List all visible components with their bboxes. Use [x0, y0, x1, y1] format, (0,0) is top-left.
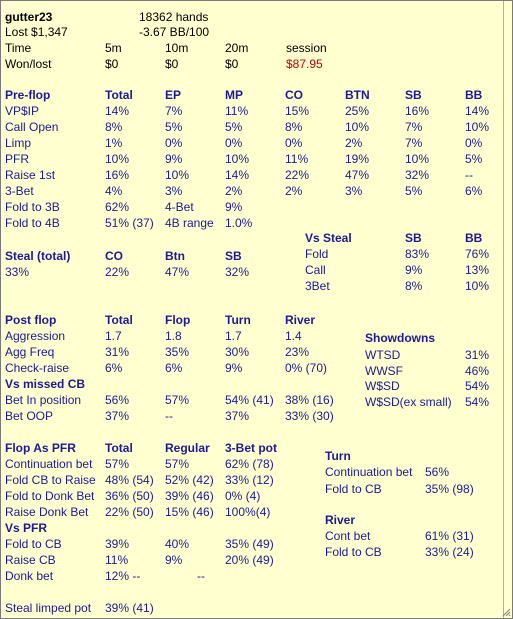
- stat-label: WWSF: [365, 364, 403, 378]
- steal-total-value: 33%: [5, 265, 30, 279]
- 4b-range-label: 4B range: [165, 216, 214, 230]
- stat-value: 5%: [165, 120, 183, 134]
- wonlost-session: $87.95: [286, 57, 323, 71]
- stat-value: 46%: [465, 364, 490, 378]
- fold-to-4b-label: Fold to 4B: [5, 216, 60, 230]
- stat-value: 35%: [165, 345, 190, 359]
- stat-value: 15% (46): [165, 505, 214, 519]
- steal-co-value: 22%: [105, 265, 130, 279]
- stat-value: 32%: [405, 168, 430, 182]
- stat-label: Fold: [305, 247, 329, 261]
- preflop-col-ep: EP: [165, 88, 182, 102]
- stat-value: 0% (4): [225, 489, 261, 503]
- stat-value: 57%: [165, 393, 190, 407]
- stat-label: Aggression: [5, 329, 66, 343]
- 4bet-label: 4-Bet: [165, 200, 194, 214]
- stat-value: 5%: [405, 184, 423, 198]
- stat-value: 31%: [465, 348, 490, 362]
- stat-value: 0%: [465, 136, 483, 150]
- stat-value: 14%: [225, 168, 250, 182]
- vs-steal-title: Vs Steal: [305, 231, 352, 245]
- stat-label: Fold to CB: [325, 545, 382, 559]
- stat-value: 1%: [105, 136, 123, 150]
- stat-value: 4%: [105, 184, 123, 198]
- period-20m: 20m: [225, 41, 249, 55]
- 4b-range-value: 1.0%: [225, 216, 253, 230]
- stat-label: Call Open: [5, 120, 59, 134]
- stat-value: 56%: [105, 393, 130, 407]
- stat-value: 38% (16): [285, 393, 334, 407]
- stat-value: 33% (12): [225, 473, 274, 487]
- stat-label: Fold CB to Raise: [5, 473, 96, 487]
- steal-col-sb: SB: [225, 249, 242, 263]
- stat-value: 7%: [165, 104, 183, 118]
- stat-value: 2%: [345, 136, 363, 150]
- stat-value: 0%: [285, 136, 303, 150]
- preflop-col-sb: SB: [405, 88, 422, 102]
- stat-value: 10%: [465, 120, 490, 134]
- time-label: Time: [5, 41, 32, 55]
- vs-steal-col-sb: SB: [405, 231, 422, 245]
- hands-count: 18362 hands: [139, 10, 209, 24]
- stat-value: 0%: [165, 136, 183, 150]
- stat-value: 2%: [225, 184, 243, 198]
- flop-pfr-col-regular: Regular: [165, 441, 210, 455]
- stat-value: 6%: [165, 361, 183, 375]
- stat-value: 6%: [465, 184, 483, 198]
- vs-pfr-title: Vs PFR: [5, 521, 48, 535]
- stat-label: Fold to CB: [325, 482, 382, 496]
- fold-to-3b-label: Fold to 3B: [5, 200, 60, 214]
- stat-value: 22%: [285, 168, 310, 182]
- period-5m: 5m: [105, 41, 122, 55]
- period-10m: 10m: [165, 41, 189, 55]
- steal-limped-pot-value: 39% (41): [105, 601, 154, 615]
- fold-to-3b-value: 62%: [105, 200, 130, 214]
- stat-value: 39% (46): [165, 489, 214, 503]
- stat-value: 10%: [465, 279, 490, 293]
- stat-label: Fold to Donk Bet: [5, 489, 95, 503]
- stat-value: 7%: [405, 136, 423, 150]
- steal-btn-value: 47%: [165, 265, 190, 279]
- stat-value: 61% (31): [425, 529, 474, 543]
- stat-value: 19%: [345, 152, 370, 166]
- bb100-rate: -3.67 BB/100: [139, 25, 210, 39]
- stat-label: Limp: [5, 136, 32, 150]
- stat-label: Raise 1st: [5, 168, 56, 182]
- stat-value: 83%: [405, 247, 430, 261]
- stat-label: 3-Bet: [5, 184, 34, 198]
- preflop-col-total: Total: [105, 88, 133, 102]
- stat-label: Fold to CB: [5, 537, 62, 551]
- stat-value: 37%: [225, 409, 250, 423]
- stat-value: 39%: [105, 537, 130, 551]
- stat-value: 30%: [225, 345, 250, 359]
- stat-value: 35% (98): [425, 482, 474, 496]
- stat-value: 62% (78): [225, 457, 274, 471]
- river-title: River: [325, 513, 356, 527]
- stat-value: 14%: [465, 104, 490, 118]
- stat-value: 0%: [225, 136, 243, 150]
- preflop-col-btn: BTN: [345, 88, 370, 102]
- steal-title: Steal (total): [5, 249, 71, 263]
- flop-pfr-title: Flop As PFR: [5, 441, 76, 455]
- stat-label: Continuation bet: [5, 457, 93, 471]
- stat-label: VP$IP: [5, 104, 40, 118]
- period-session: session: [286, 41, 327, 55]
- stat-value: 10%: [165, 168, 190, 182]
- stat-value: 25%: [345, 104, 370, 118]
- lost-amount: Lost $1,347: [5, 25, 68, 39]
- preflop-col-co: CO: [285, 88, 303, 102]
- stat-value: 56%: [425, 465, 450, 479]
- stat-value: 1.4: [285, 329, 302, 343]
- stat-value: 100%(4): [225, 505, 271, 519]
- stat-value: 5%: [225, 120, 243, 134]
- stat-value: 12% --: [105, 569, 141, 583]
- stat-value: 16%: [405, 104, 430, 118]
- stat-value: 9%: [165, 553, 183, 567]
- scrollbar[interactable]: [503, 1, 512, 618]
- stat-label: W$SD(ex small): [365, 395, 452, 409]
- stat-label: Bet In position: [5, 393, 82, 407]
- preflop-title: Pre-flop: [5, 88, 51, 102]
- stat-value: 16%: [105, 168, 130, 182]
- stat-value: 1.8: [165, 329, 182, 343]
- stat-value: 0% (70): [285, 361, 328, 375]
- stat-value: 11%: [285, 152, 309, 166]
- stat-value: 54%: [465, 379, 490, 393]
- stat-value: 10%: [345, 120, 370, 134]
- stat-value: 57%: [105, 457, 130, 471]
- stat-value: --: [165, 409, 173, 423]
- stat-label: Raise CB: [5, 553, 56, 567]
- stat-value: 54% (41): [225, 393, 274, 407]
- stat-label: Raise Donk Bet: [5, 505, 89, 519]
- stat-value: 10%: [405, 152, 430, 166]
- stat-label: Continuation bet: [325, 465, 413, 479]
- stat-value: --: [465, 168, 473, 182]
- stat-value: 33% (30): [285, 409, 334, 423]
- flop-pfr-col-3bet: 3-Bet pot: [225, 441, 277, 455]
- wonlost-10m: $0: [165, 57, 179, 71]
- stat-value: 52% (42): [165, 473, 214, 487]
- postflop-col-flop: Flop: [165, 313, 191, 327]
- stat-label: Call: [305, 263, 326, 277]
- stat-label: Bet OOP: [5, 409, 54, 423]
- showdowns-title: Showdowns: [365, 331, 435, 345]
- stat-value: 40%: [165, 537, 190, 551]
- stat-value: 23%: [285, 345, 310, 359]
- stat-value: 31%: [105, 345, 130, 359]
- steal-sb-value: 32%: [225, 265, 250, 279]
- stat-value: 54%: [465, 395, 490, 409]
- stat-value: 37%: [105, 409, 130, 423]
- stat-value: 35% (49): [225, 537, 274, 551]
- player-name: gutter23: [5, 10, 53, 24]
- wonlost-5m: $0: [105, 57, 119, 71]
- stat-value: 9%: [405, 263, 423, 277]
- flop-pfr-col-total: Total: [105, 441, 133, 455]
- resize-grip-icon[interactable]: [500, 606, 511, 617]
- stat-value: 33% (24): [425, 545, 474, 559]
- stat-value: 47%: [345, 168, 370, 182]
- stat-value: 9%: [225, 361, 243, 375]
- stat-value: 1.7: [105, 329, 122, 343]
- stat-value: 76%: [465, 247, 490, 261]
- postflop-col-total: Total: [105, 313, 133, 327]
- stat-value: 7%: [405, 120, 423, 134]
- stat-value: 11%: [105, 553, 129, 567]
- steal-col-btn: Btn: [165, 249, 185, 263]
- stat-value: 57%: [165, 457, 190, 471]
- postflop-title: Post flop: [5, 313, 57, 327]
- stat-value: 3%: [165, 184, 183, 198]
- stat-value: 5%: [465, 152, 483, 166]
- stat-value: 15%: [285, 104, 310, 118]
- stat-value: 9%: [165, 152, 183, 166]
- stat-label: PFR: [5, 152, 29, 166]
- stat-value: 11%: [225, 104, 249, 118]
- wonlost-label: Won/lost: [5, 57, 52, 71]
- turn-title: Turn: [325, 449, 351, 463]
- postflop-col-turn: Turn: [225, 313, 251, 327]
- stat-value: 13%: [465, 263, 490, 277]
- missed-cb-title: Vs missed CB: [5, 377, 86, 391]
- preflop-col-bb: BB: [465, 88, 483, 102]
- stat-value: 8%: [405, 279, 423, 293]
- stat-value: 1.7: [225, 329, 242, 343]
- stat-label: WTSD: [365, 348, 401, 362]
- stat-value: 36% (50): [105, 489, 154, 503]
- stat-value: 2%: [285, 184, 303, 198]
- fold-to-4b-value: 51% (37): [105, 216, 154, 230]
- preflop-col-mp: MP: [225, 88, 243, 102]
- stat-value: 6%: [105, 361, 123, 375]
- stat-label: Agg Freq: [5, 345, 55, 359]
- stat-value: 48% (54): [105, 473, 154, 487]
- stat-value: 20% (49): [225, 553, 274, 567]
- steal-col-co: CO: [105, 249, 123, 263]
- stat-label: 3Bet: [305, 279, 330, 293]
- stat-value: 8%: [105, 120, 123, 134]
- wonlost-20m: $0: [225, 57, 239, 71]
- stat-value: 10%: [105, 152, 130, 166]
- 4bet-value: 9%: [225, 200, 243, 214]
- stat-value: 14%: [105, 104, 130, 118]
- stat-value: 8%: [285, 120, 303, 134]
- stat-value: 22% (50): [105, 505, 154, 519]
- stat-value: 10%: [225, 152, 250, 166]
- steal-limped-pot-label: Steal limped pot: [5, 601, 92, 615]
- vs-steal-col-bb: BB: [465, 231, 483, 245]
- stat-label: Cont bet: [325, 529, 371, 543]
- stat-label: Donk bet: [5, 569, 54, 583]
- stat-label: Check-raise: [5, 361, 70, 375]
- stat-value: 3%: [345, 184, 363, 198]
- postflop-col-river: River: [285, 313, 316, 327]
- stat-label: W$SD: [365, 379, 400, 393]
- stat-value: --: [197, 569, 205, 583]
